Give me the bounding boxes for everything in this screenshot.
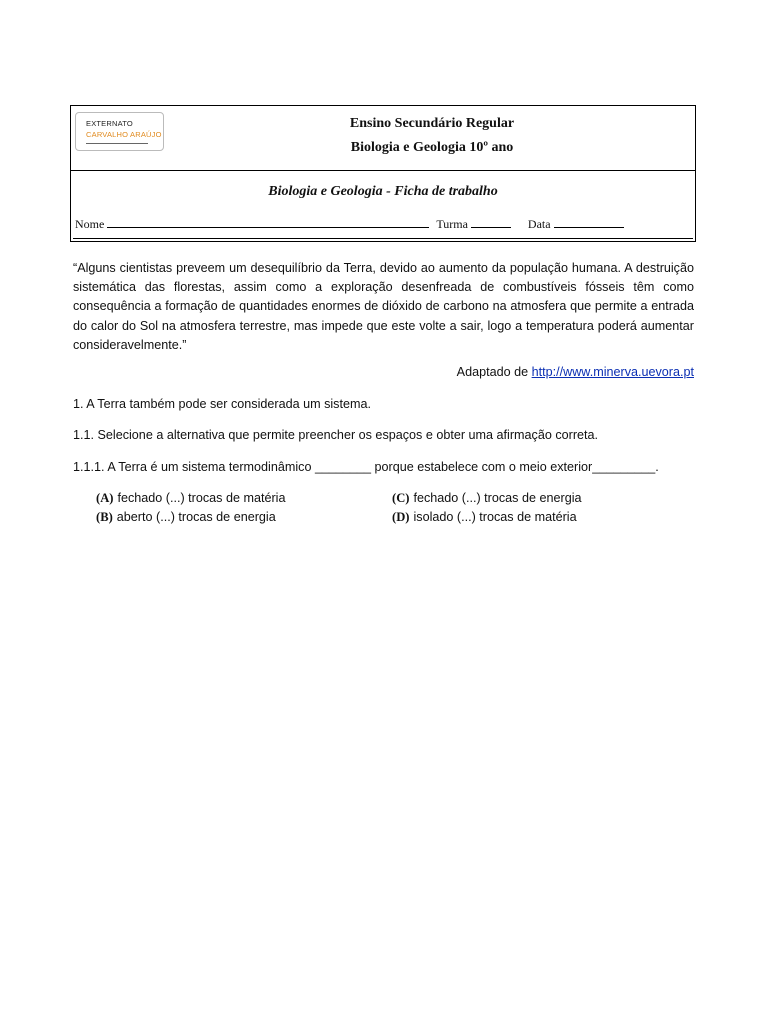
question-1-1-1: 1.1.1. A Terra é um sistema termodinâmico ________ porque estabelece com o meio exterior_________.: [73, 460, 659, 474]
course-year: Biologia e Geologia 10º ano: [350, 140, 514, 155]
name-label: Nome: [75, 217, 105, 231]
header-table: [70, 105, 696, 242]
student-fields: [75, 216, 624, 232]
quote-paragraph: “Alguns cientistas preveem um desequilíbrio da Terra, devido ao aumento da população humana. A destruição sistemática das florestas, assim como a exploração desenfreada de combustíveis fósseis têm como consequência a formação de quantidades enormes de dióxido de carbono na atmosfera que permite a entrada do calor do Sol na atmosfera terrestre, mas impede que este volte a sair, logo a temperatura poderá aumentar consideravelmente.”: [73, 261, 694, 352]
school-program: Ensino Secundário Regular: [349, 116, 515, 131]
date-field[interactable]: [554, 216, 624, 228]
question-1-1: 1.1. Selecione a alternativa que permite preencher os espaços e obter uma afirmação correta.: [73, 428, 599, 442]
option-c[interactable]: [392, 491, 582, 506]
option-a-text: fechado (...) trocas de matéria: [117, 491, 286, 505]
sheet-title: Biologia e Geologia - Ficha de trabalho: [268, 184, 498, 199]
source-citation: [457, 365, 694, 379]
option-c-letter: (C): [392, 491, 410, 505]
option-a[interactable]: [96, 491, 285, 506]
class-field[interactable]: [471, 216, 511, 228]
name-field[interactable]: [107, 216, 429, 228]
date-label: Data: [527, 217, 551, 231]
option-b-letter: (B): [96, 510, 113, 524]
source-link[interactable]: http://www.minerva.uevora.pt: [531, 365, 694, 379]
option-a-letter: (A): [96, 491, 114, 505]
option-b-text: aberto (...) trocas de energia: [116, 510, 276, 524]
header-top-row: [71, 106, 695, 171]
logo-line2: CARVALHO ARAÚJO: [86, 130, 162, 139]
logo-line1: EXTERNATO: [86, 119, 133, 128]
class-label: Turma: [436, 217, 468, 231]
option-d-text: isolado (...) trocas de matéria: [413, 510, 577, 524]
option-d-letter: (D): [392, 510, 410, 524]
question-1: 1. A Terra também pode ser considerada um sistema.: [73, 397, 371, 411]
option-c-text: fechado (...) trocas de energia: [413, 491, 582, 505]
option-b[interactable]: [96, 510, 276, 525]
source-prefix: Adaptado de: [456, 365, 532, 379]
option-d[interactable]: [392, 510, 577, 525]
